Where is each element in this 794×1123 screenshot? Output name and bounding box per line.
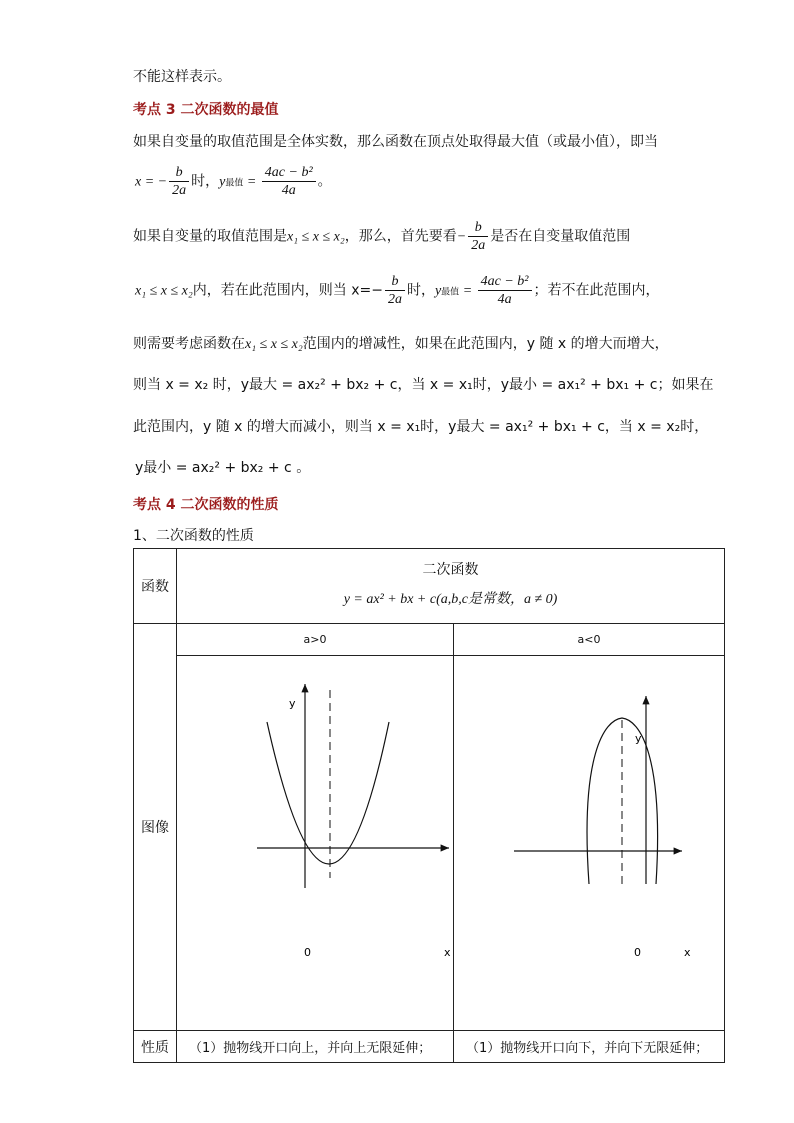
upward-parabola-graph [177, 656, 453, 1030]
p2-minus: − [456, 229, 467, 245]
function-title: 二次函数 [422, 562, 479, 578]
formula1-eq: = [243, 174, 260, 190]
formula1-den: 2a [172, 183, 187, 198]
col-header-a-positive: a>0 [177, 624, 454, 656]
p3-rnum: 4ac − b² [478, 273, 532, 291]
origin-label: 0 [634, 946, 641, 959]
formula1-frac [169, 164, 189, 199]
col-header-a-negative: a<0 [454, 624, 725, 656]
intro-line: 不能这样表示。 [133, 69, 231, 85]
p2-text-b: ，那么，首先要看 [344, 228, 457, 245]
row-label-graph: 图像 [134, 624, 177, 1031]
p3-text-c: ；若不在此范围内， [533, 282, 660, 299]
formula1-num: b [169, 164, 189, 182]
p4-text-b: 范围内的增减性，如果在此范围内，y 随 x 的增大而增大， [302, 336, 669, 352]
section4-heading: 考点 4 二次函数的性质 [133, 497, 279, 513]
p3-rfrac [478, 273, 532, 308]
property-downward: （1）抛物线开口向下，并向下无限延伸； [454, 1031, 725, 1063]
p3-frac [385, 273, 405, 308]
p3-text-b: 时， [406, 282, 435, 299]
x-label: x [444, 946, 451, 959]
function-formula: y = ax² + bx + c(a,b,c是常数，a ≠ 0) [343, 592, 558, 607]
x-label: x [684, 946, 691, 959]
section3-paragraph-1: 如果自变量的取值范围是全体实数，那么函数在顶点处取得最大值（或最小值），即当 [133, 134, 658, 150]
y-label: y [289, 697, 296, 710]
row-label-properties: 性质 [134, 1031, 177, 1063]
property-upward: （1）抛物线开口向上，并向上无限延伸； [177, 1031, 454, 1063]
section3-paragraph-2 [133, 219, 630, 254]
formula1-rfrac [262, 164, 316, 199]
table-row-graph [134, 656, 725, 1031]
formula1-rden: 4a [281, 183, 296, 198]
formula1-sub: 最值 [225, 178, 244, 189]
y-label: y [635, 732, 642, 745]
p2-range: x₁ ≤ x ≤ x₂ [287, 229, 345, 245]
row-label-function: 函数 [134, 549, 177, 624]
p3-sub: 最值 [441, 287, 460, 298]
section3-paragraph-4 [133, 333, 669, 353]
p3-rden: 4a [497, 292, 512, 307]
table-row-graph-header [134, 624, 725, 656]
table-row-function [134, 549, 725, 624]
graph-cell-left [177, 656, 454, 1031]
formula1-rnum: 4ac − b² [262, 164, 316, 182]
function-cell [177, 549, 725, 624]
p2-text-c: 是否在自变量取值范围 [490, 228, 631, 245]
p4-text-a: 则需要考虑函数在 [133, 336, 245, 352]
p2-frac [468, 219, 488, 254]
section3-heading: 考点 3 二次函数的最值 [133, 102, 279, 118]
p2-den: 2a [471, 238, 486, 253]
table-row-properties [134, 1031, 725, 1063]
p4-range: x₁ ≤ x ≤ x₂ [245, 337, 303, 352]
p3-den: 2a [387, 292, 402, 307]
section3-paragraph-3 [135, 273, 660, 308]
downward-parabola-graph [454, 656, 724, 1030]
p3-text-a: 内，若在此范围内，则当 x=− [192, 282, 383, 299]
p2-text-a: 如果自变量的取值范围是 [133, 228, 287, 245]
parabola-curve [267, 722, 389, 864]
formula1-y: y [219, 174, 226, 190]
formula1-x: x = − [135, 174, 168, 190]
p3-num: b [385, 273, 405, 291]
formula1-mid: 时， [191, 173, 220, 190]
section3-paragraph-6: 此范围内，y 随 x 的增大而减小，则当 x = x₁时，y最大 = ax₁² + bx₁ + c，当 x = x₂时， [133, 419, 709, 435]
origin-label: 0 [304, 946, 311, 959]
p2-num: b [468, 219, 488, 237]
p3-eq: = [459, 283, 476, 299]
properties-table [133, 548, 725, 1063]
formula1-end: 。 [317, 173, 332, 190]
graph-cell-right [454, 656, 725, 1031]
section4-subheading: 1、二次函数的性质 [133, 528, 254, 544]
p3-range: x₁ ≤ x ≤ x₂ [135, 283, 193, 299]
max-value-formula [135, 164, 332, 199]
section3-paragraph-5: 则当 x = x₂ 时，y最大 = ax₂² + bx₂ + c，当 x = x₁时，y最小 = ax₁² + bx₁ + c；如果在 [133, 377, 714, 393]
section3-paragraph-7: y最小 = ax₂² + bx₂ + c 。 [135, 460, 311, 476]
p3-y: y [434, 283, 442, 299]
